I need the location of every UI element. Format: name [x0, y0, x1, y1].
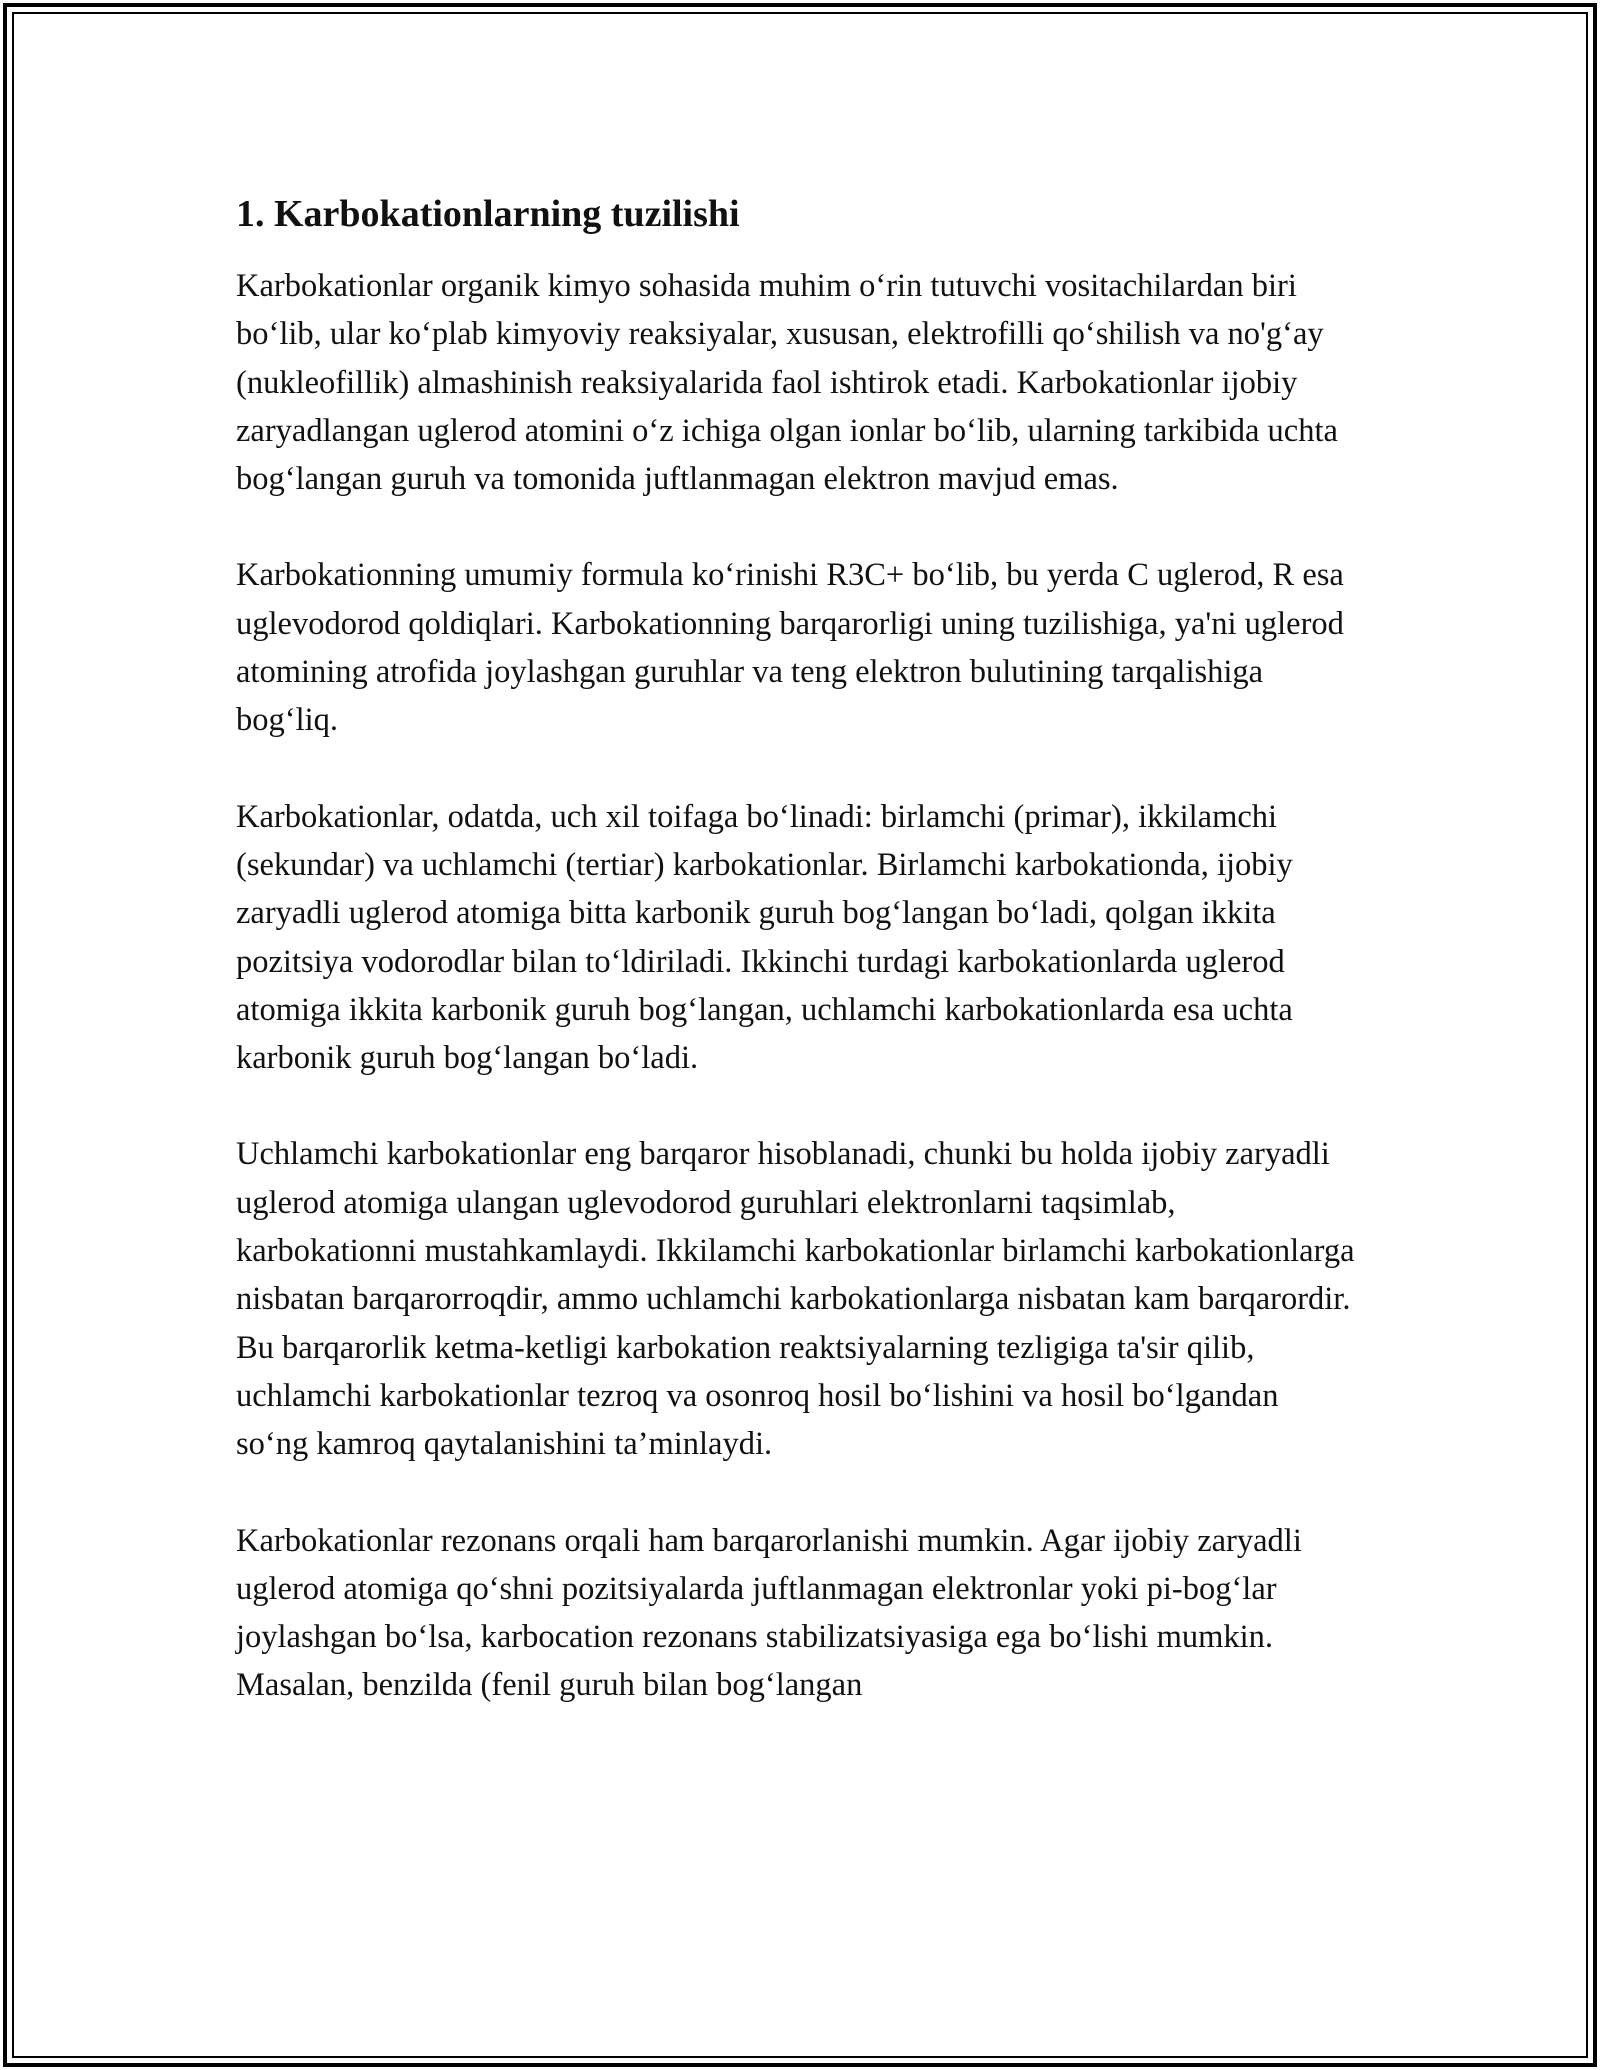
document-body: [236, 186, 1356, 1758]
paragraph-4: Uchlamchi karbokationlar eng barqaror hisoblanadi, chunki bu holda ijobiy zaryadli uglerod atomiga ulangan uglevodorod guruhlari elektronlarni taqsimlab, karbokationni mustahkamlaydi. Ikkilamchi karbokationlar birlamchi karbokationlarga nisbatan barqarorroqdir, ammo uchlamchi karbokationlarga nisbatan kam barqarordir. Bu barqarorlik ketma-ketligi karbokation reaktsiyalarning tezligiga ta'sir qilib, uchlamchi karbokationlar tezroq va osonroq hosil bo‘lishini va hosil bo‘lgandan so‘ng kamroq qaytalanishini ta’minlaydi.: [236, 1136, 1355, 1463]
paragraph-1: Karbokationlar organik kimyo sohasida muhim o‘rin tutuvchi vositachilardan biri bo‘lib, ular ko‘plab kimyoviy reaksiyalar, xususan, elektrofilli qo‘shilish va no'g‘ay (nukleofillik) almashinish reaksiyalarida faol ishtirok etadi. Karbokationlar ijobiy zaryadlangan uglerod atomini o‘z ichiga olgan ionlar bo‘lib, ularning tarkibida uchta bog‘langan guruh va tomonida juftlanmagan elektron mavjud emas.: [236, 268, 1338, 498]
paragraph-5: Karbokationlar rezonans orqali ham barqarorlanishi mumkin. Agar ijobiy zaryadli uglerod atomiga qo‘shni pozitsiyalarda juftlanmagan elektronlar yoki pi-bog‘lar joylashgan bo‘lsa, karbocation rezonans stabilizatsiyasiga ega bo‘lishi mumkin. Masalan, benzilda (fenil guruh bilan bog‘langan: [236, 1522, 1302, 1704]
paragraph-2: Karbokationning umumiy formula ko‘rinishi R3C+ bo‘lib, bu yerda C uglerod, R esa uglevodorod qoldiqlari. Karbokationning barqarorligi uning tuzilishiga, ya'ni uglerod atomining atrofida joylashgan guruhlar va teng elektron bulutining tarqalishiga bog‘liq.: [236, 557, 1344, 739]
section-heading: 1. Karbokationlarning tuzilishi: [236, 193, 740, 235]
paragraph-3: Karbokationlar, odatda, uch xil toifaga bo‘linadi: birlamchi (primar), ikkilamchi (sekundar) va uchlamchi (tertiar) karbokationlar. Birlamchi karbokationda, ijobiy zaryadli uglerod atomiga bitta karbonik guruh bog‘langan bo‘ladi, qolgan ikkita pozitsiya vodorodlar bilan to‘ldiriladi. Ikkinchi turdagi karbokationlarda uglerod atomiga ikkita karbonik guruh bog‘langan, uchlamchi karbokationlarda esa uchta karbonik guruh bog‘langan bo‘ladi.: [236, 798, 1293, 1077]
